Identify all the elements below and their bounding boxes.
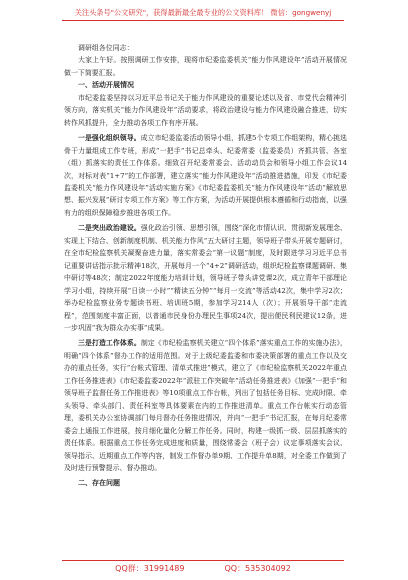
item-2-text: 强化政治引领、思想引领，围绕“深化市情认识、贯彻新发展理念、实现上下结合、创新制度机制、机关能力作风”五大研讨主题，领导班子带头开展专题研讨，在全市纪检监察机关凝聚奋进力量，落实常委会“第一议题”制度，及时跟进学习习近平总书记重要讲话指示批示精神18次，开展每月一个“4+2”调研活动，组织纪检监察课题调研、集中研讨等48次；制定2022年度能力培训计划，领导班子带头讲党课2次，成立青年干部理论学习小组，持续开展“日读一小时”“精读五分钟”“每月一交流”等活动42次，集中学习2次；举办纪检监察业务专题读书班、培训班5期，参加学习214人（次）；开展领导干部“走流程”，范围刻度丰富正面，以普通市民身份办理民生事项24次，提出便民利民建议12条，进一步巩固“我为群众办实事”成果。 xyxy=(64,224,347,332)
item-3-text: 制定《市纪检监察机关建立“四个体系”落实重点工作的实施办法》，明确“四个体系”督办工作的适用范围。对于上级纪委监委和市委决策部署的重点工作以及交办的重点任务，实行“台帐式管理、清单式推进”模式，建立了《市纪检监察机关2022年重点工作任务推进表》《市纪委监委2022年“派驻工作突破年”活动任务推进表》《加强“一把手”和领导班子监督任务工作推进表》等10项重点工作台帐，列出了包括任务目标、完成时限、牵头领导、牵头部门、责任科室等具体要素在内的工作推进清单。重点工作台帐实行动态管理，委机关办公室协调部门每月督办任务推进情况，并向“一把手”书记汇报，在每月纪委常委会上通报工作进展，按月细化量化分解工作任务。同时，构建一级抓一级、层层抓落实的责任体系。根据重点工作任务完成进度和质量，围绕常委会（班子会）议定事项落实会议、领导指示、近期重点工作等内容，制发工作督办单9期、工作提升单8期，对全委工作做到了及时进行预警提示、督办推动。 xyxy=(64,339,347,472)
document-body xyxy=(64,42,347,490)
footer-qq: QQ：535304092 xyxy=(224,564,291,573)
item-3-paragraph xyxy=(64,337,347,474)
item-2-paragraph xyxy=(64,222,347,334)
footer-qq-group: QQ群：31991489 xyxy=(115,564,185,573)
item-1-lead: 一是强化组织领导。 xyxy=(78,134,141,143)
item-1-paragraph xyxy=(64,132,347,219)
item-3-lead: 三是打造工作体系。 xyxy=(78,339,141,348)
section-1-paragraph: 市纪委监委坚持以习近平总书记关于能力作风建设的重要论述以及省、市党代会精神引领方向，落实机关“能力作风建设年”活动要求，将政治建设与能力作风建设融合推进，切实转作风抓提升，全力推动各项工作有序开展。 xyxy=(64,93,347,127)
item-2-lead: 二是突出政治建设。 xyxy=(78,224,141,233)
section-2-heading: 二、存在问题 xyxy=(78,479,120,488)
salutation: 调研组各位同志： xyxy=(78,44,134,52)
section-1-heading: 一、活动开展情况 xyxy=(78,81,134,90)
page-footer xyxy=(62,560,344,574)
page-header-banner: 关注头条号"公文研究"，获得最新最全最专业的公文资料库！ 微信：gongwenyj xyxy=(62,8,344,21)
item-1-text: 成立市纪委监委活动领导小组，抓建5个专项工作组架构，精心挑选骨干力量组成工作专班，形成“一把手”书记总牵头、纪委常委（监委委员）齐抓共管、各室（组）抓落实的责任工作体系。细致召开纪委常委会、活动动员会和领导小组工作会议14次，对标对表“1+7”的工作部署，建立落实“能力作风建设年”活动推进措施，印发《市纪委监委机关“能力作风建设年”活动实施方案》《市纪委监委机关“能力作风建设年”活动“解放思想、振兴发展”研讨专项工作方案》等工作方案，为活动开展提供根本遵循和行动指南，以强有力的组织保障稳步推进各项工作。 xyxy=(64,134,348,217)
intro-paragraph: 大家上午好。按照调研工作安排，现将市纪委监委机关“能力作风建设年”活动开展情况做一下简要汇报。 xyxy=(64,56,347,77)
